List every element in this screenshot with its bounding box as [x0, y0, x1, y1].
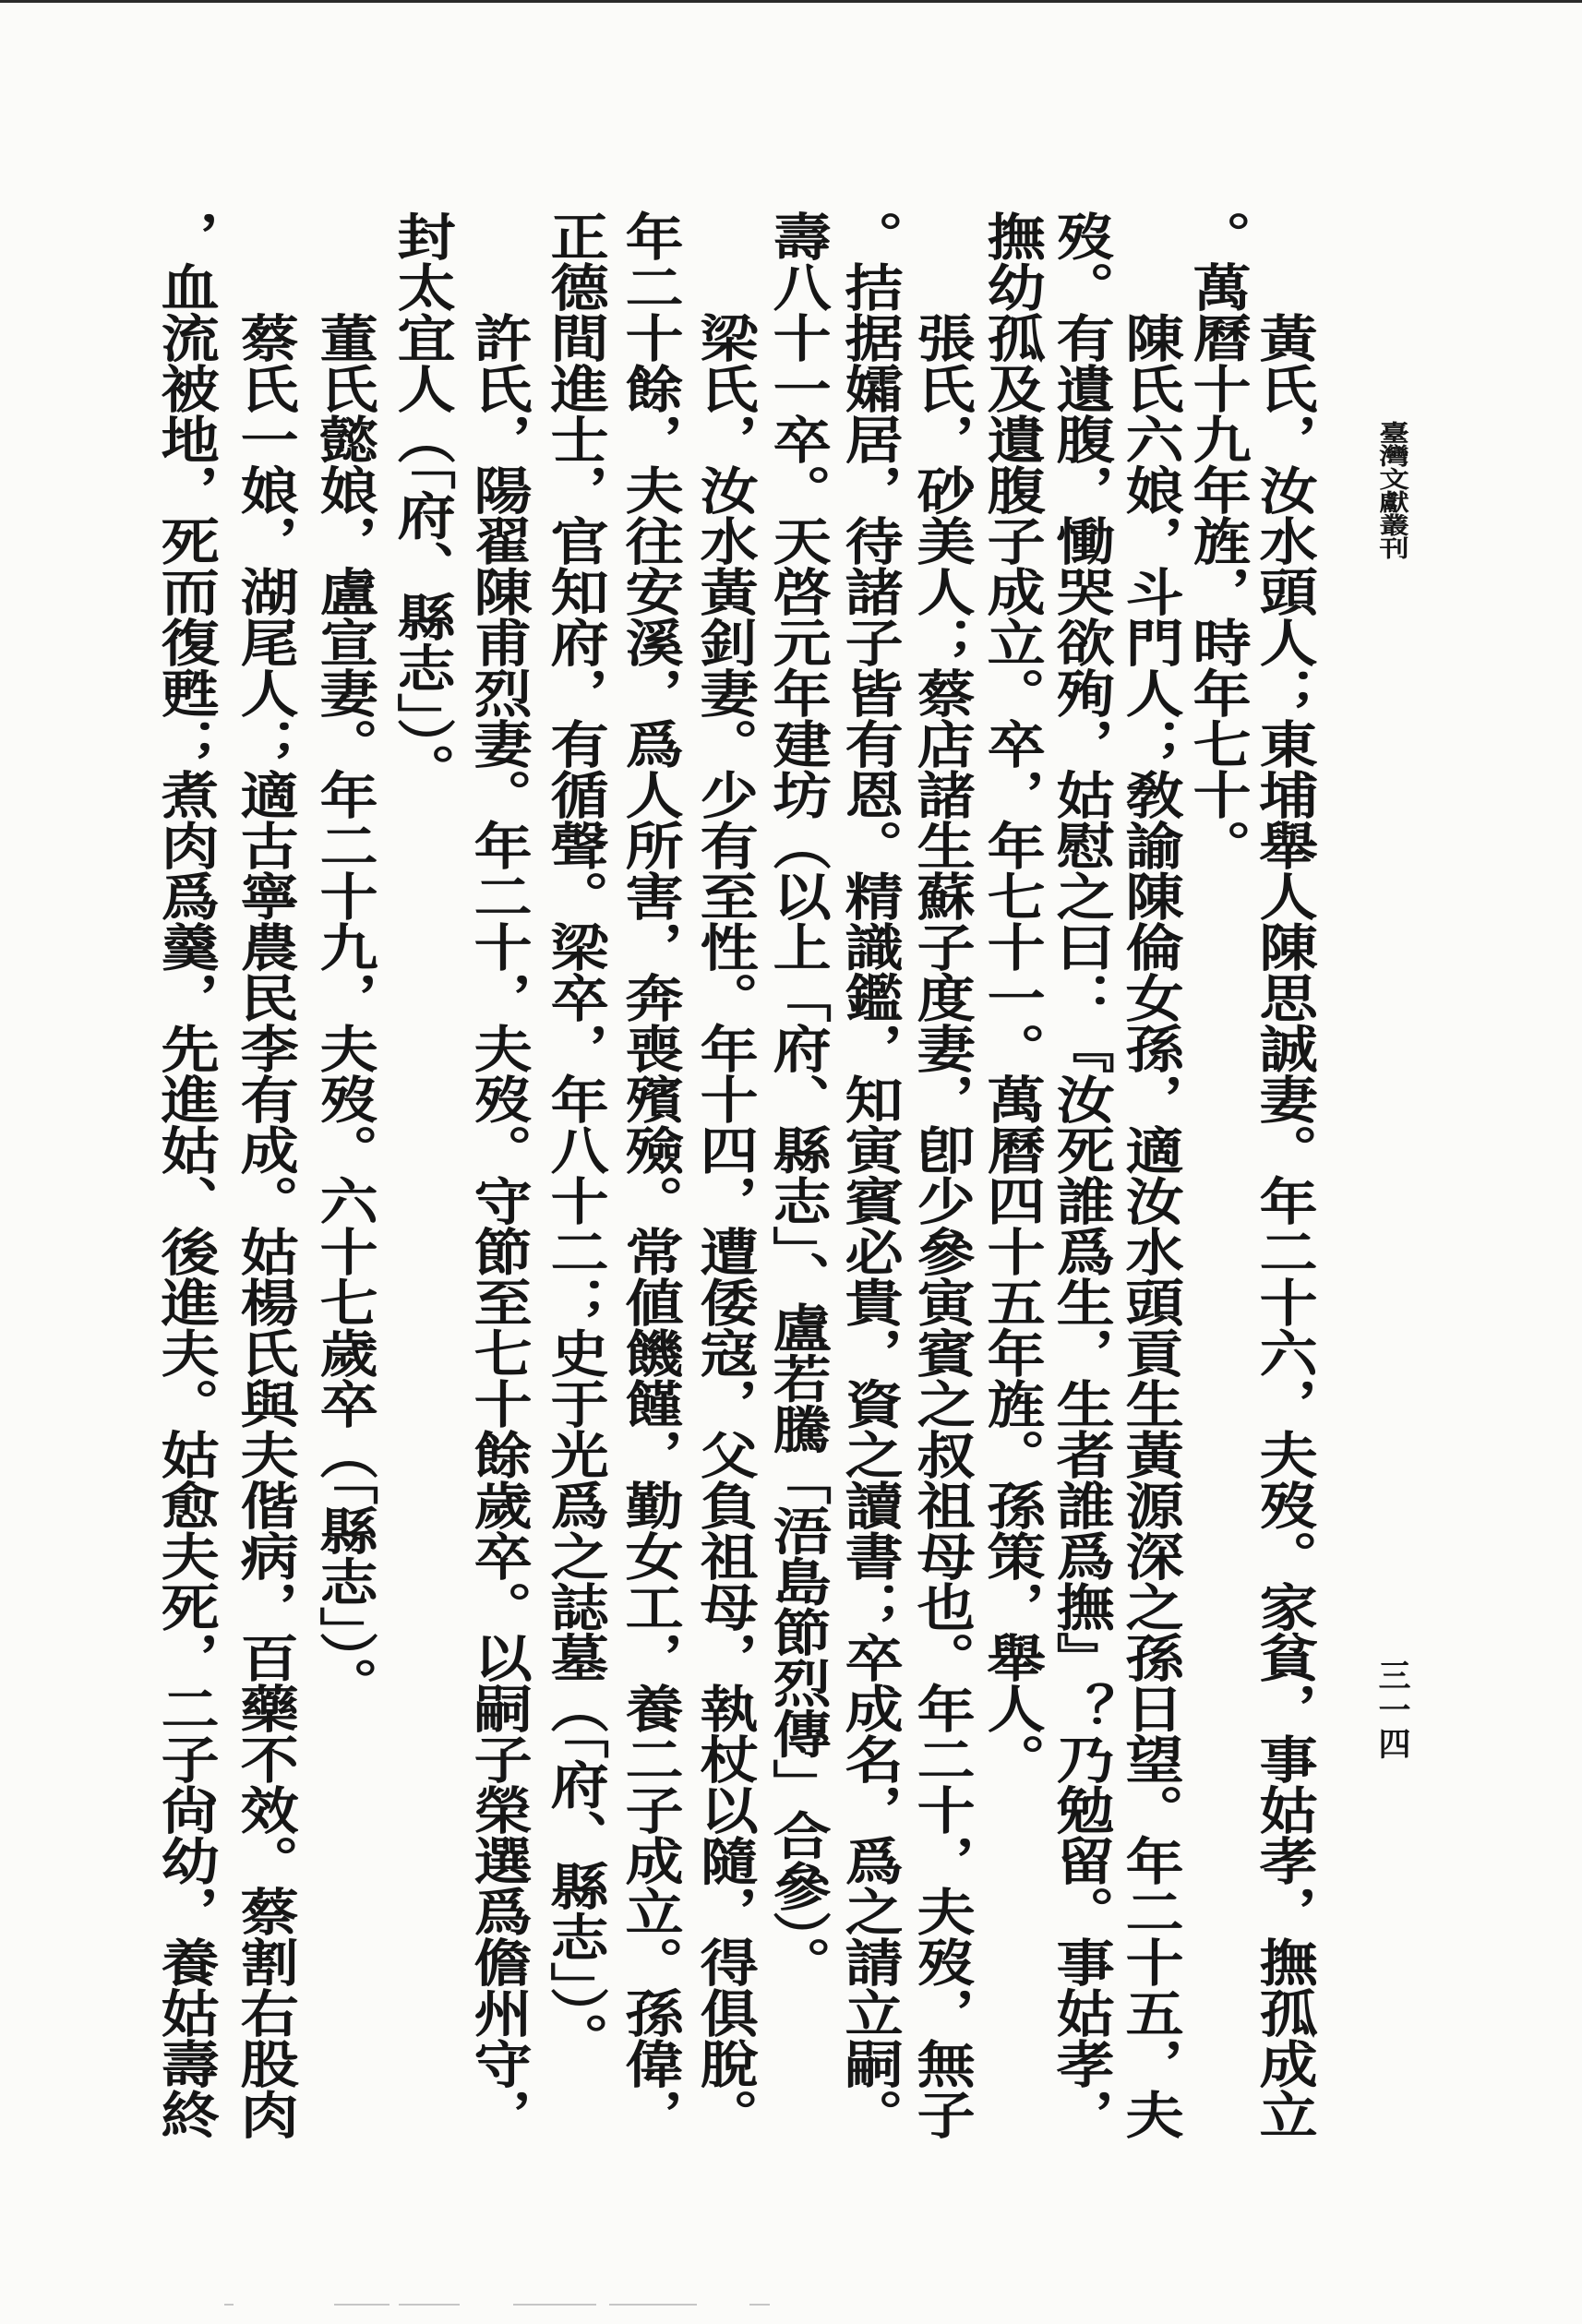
text-column-13: 封太宜人（「府、縣志」）。 — [388, 210, 457, 795]
scan-artifact — [749, 2304, 770, 2306]
text-column-11: 正德間進士，官知府，有循聲。梁卒，年八十二；史于光爲之誌墓（「府、縣志」）。 — [541, 210, 610, 2064]
text-column-05: 撫幼孤及遺腹子成立。卒，年七十一。萬曆四十五年旌。孫策，舉人。 — [977, 210, 1047, 1784]
text-column-06: 張氏，砂美人；蔡店諸生蘇子度妻，卽少參寅賓之叔祖母也。年二十，夫歿，無子 — [907, 312, 977, 2139]
text-column-01: 黃氏，汝水頭人；東埔舉人陳思誠妻。年二十六，夫歿。家貧，事姑孝，撫孤成立 — [1250, 312, 1319, 2139]
series-title: 臺灣文獻叢刊 — [1374, 421, 1410, 559]
text-column-10: 年二十餘，夫往安溪，爲人所害，奔喪殯殮。常値饑饉，勤女工，養二子成立。孫偉， — [616, 210, 685, 2139]
text-column-14: 董氏懿娘，盧宣妻。年二十九，夫歿。六十七歲卒（「縣志」）。 — [310, 312, 379, 1708]
scan-artifact — [399, 2304, 460, 2306]
text-column-04: 歿。有遺腹，慟哭欲殉，姑慰之曰：『汝死誰爲生，生者誰爲撫』？乃勉留。事姑孝， — [1047, 210, 1116, 2139]
text-column-12: 許氏，陽翟陳甫烈妻。年二十，夫歿。守節至七十餘歲卒。以嗣子榮選爲儋州守， — [464, 312, 533, 2139]
text-column-02: 。萬曆十九年旌，時年七十。 — [1183, 210, 1252, 870]
text-column-03: 陳氏六娘，斗門人；敎諭陳倫女孫，適汝水頭貢生黃源深之孫日望。年二十五，夫 — [1116, 312, 1185, 2139]
scan-artifact — [513, 2304, 596, 2306]
page-number: 三一四 — [1373, 1659, 1411, 1761]
text-column-08: 壽八十一卒。天啓元年建坊（以上「府、縣志」、盧若騰「浯島節烈傳」合參）。 — [763, 210, 833, 1987]
scan-artifact — [609, 2304, 697, 2306]
text-column-16: ，血流被地，死而復甦；煮肉爲羹，先進姑、後進夫。姑愈夫死，二子尙幼，養姑壽終 — [151, 210, 221, 2139]
text-column-15: 蔡氏一娘，湖尾人；適古寧農民李有成。姑楊氏與夫偕病，百藥不效。蔡割右股肉 — [231, 312, 300, 2139]
scan-artifact — [224, 2304, 234, 2306]
page-top-edge — [0, 0, 1582, 3]
text-column-07: 。拮据孀居，待諸子皆有恩。精識鑑，知寅賓必貴，資之讀書；卒成名，爲之請立嗣。 — [835, 210, 905, 2139]
scan-artifact — [334, 2304, 390, 2306]
text-column-09: 梁氏，汝水黃釗妻。少有至性。年十四，遭倭寇，父負祖母，執杖以隨，得俱脫。 — [690, 312, 760, 2139]
